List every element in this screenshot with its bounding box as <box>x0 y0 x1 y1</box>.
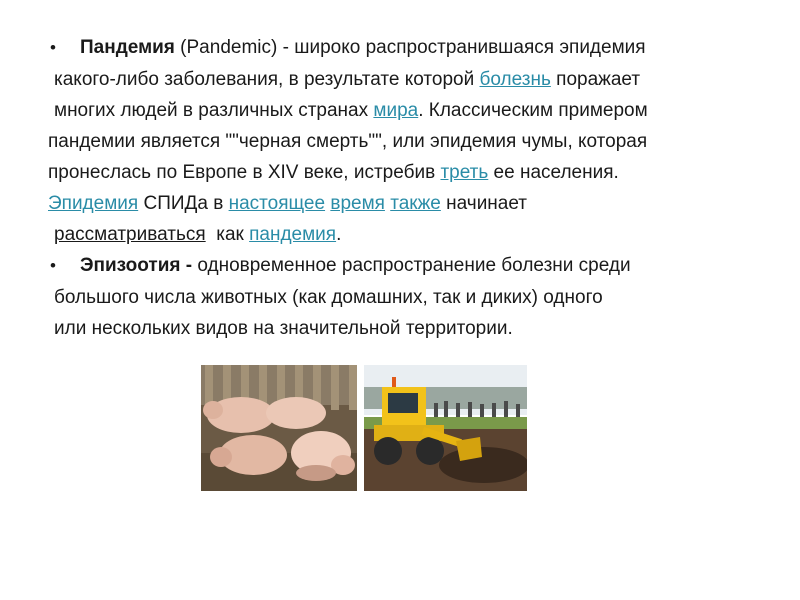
link-vremya[interactable]: время <box>330 193 385 214</box>
epizootic-line-1 <box>80 253 631 279</box>
pandemic-line-1 <box>80 35 646 61</box>
epizootic-line-2: большого числа животных (как домашних, так и диких) одного <box>54 287 603 308</box>
epizootic-line-3: или нескольких видов на значительной территории. <box>54 318 513 339</box>
link-pandemiya[interactable]: пандемия <box>249 224 337 245</box>
text-span: одновременное распространение болезни среди <box>192 255 631 276</box>
pandemic-definition-start: (Pandemic) - широко распространившаяся эпидемия <box>174 37 646 58</box>
excavator-burial-photo <box>364 365 527 491</box>
text-span: какого-либо заболевания, в результате которой <box>54 69 480 90</box>
pandemic-line-7 <box>54 222 341 248</box>
pandemic-line-4: пандемии является ""черная смерть"", или эпидемия чумы, которая <box>48 131 648 152</box>
pandemic-line-2 <box>54 67 640 93</box>
text-span: СПИДа в <box>138 193 229 214</box>
pandemic-line-5 <box>48 160 619 186</box>
text-span: . Классическим примером <box>418 100 648 121</box>
link-nastoyashchee[interactable]: настоящее <box>228 193 326 214</box>
text-span: пронеслась по Европе в XIV веке, истребив <box>48 162 441 183</box>
excavator-photo-graphic <box>364 365 527 491</box>
link-epidemiya[interactable]: Эпидемия <box>48 193 139 214</box>
link-takzhe[interactable]: также <box>390 193 441 214</box>
link-tret[interactable]: треть <box>440 162 489 183</box>
text-span: многих людей в различных странах <box>54 100 374 121</box>
pigs-photo <box>201 365 357 491</box>
text-span: начинает <box>440 193 528 214</box>
text-span: поражает <box>550 69 641 90</box>
epizootic-term: Эпизоотия - <box>80 255 193 276</box>
text-span: ее населения. <box>488 162 619 183</box>
bullet-marker: • <box>50 256 56 275</box>
text-span: как <box>205 224 250 245</box>
pandemic-line-3 <box>54 98 648 124</box>
bullet-marker: • <box>50 38 56 57</box>
link-mira[interactable]: мира <box>373 100 419 121</box>
pandemic-term: Пандемия <box>80 37 175 58</box>
pigs-photo-graphic <box>201 365 357 491</box>
text-span: . <box>336 224 342 245</box>
pandemic-line-6 <box>48 191 527 217</box>
link-bolezn[interactable]: болезнь <box>479 69 551 90</box>
underlined-word: рассматриваться <box>54 224 206 245</box>
